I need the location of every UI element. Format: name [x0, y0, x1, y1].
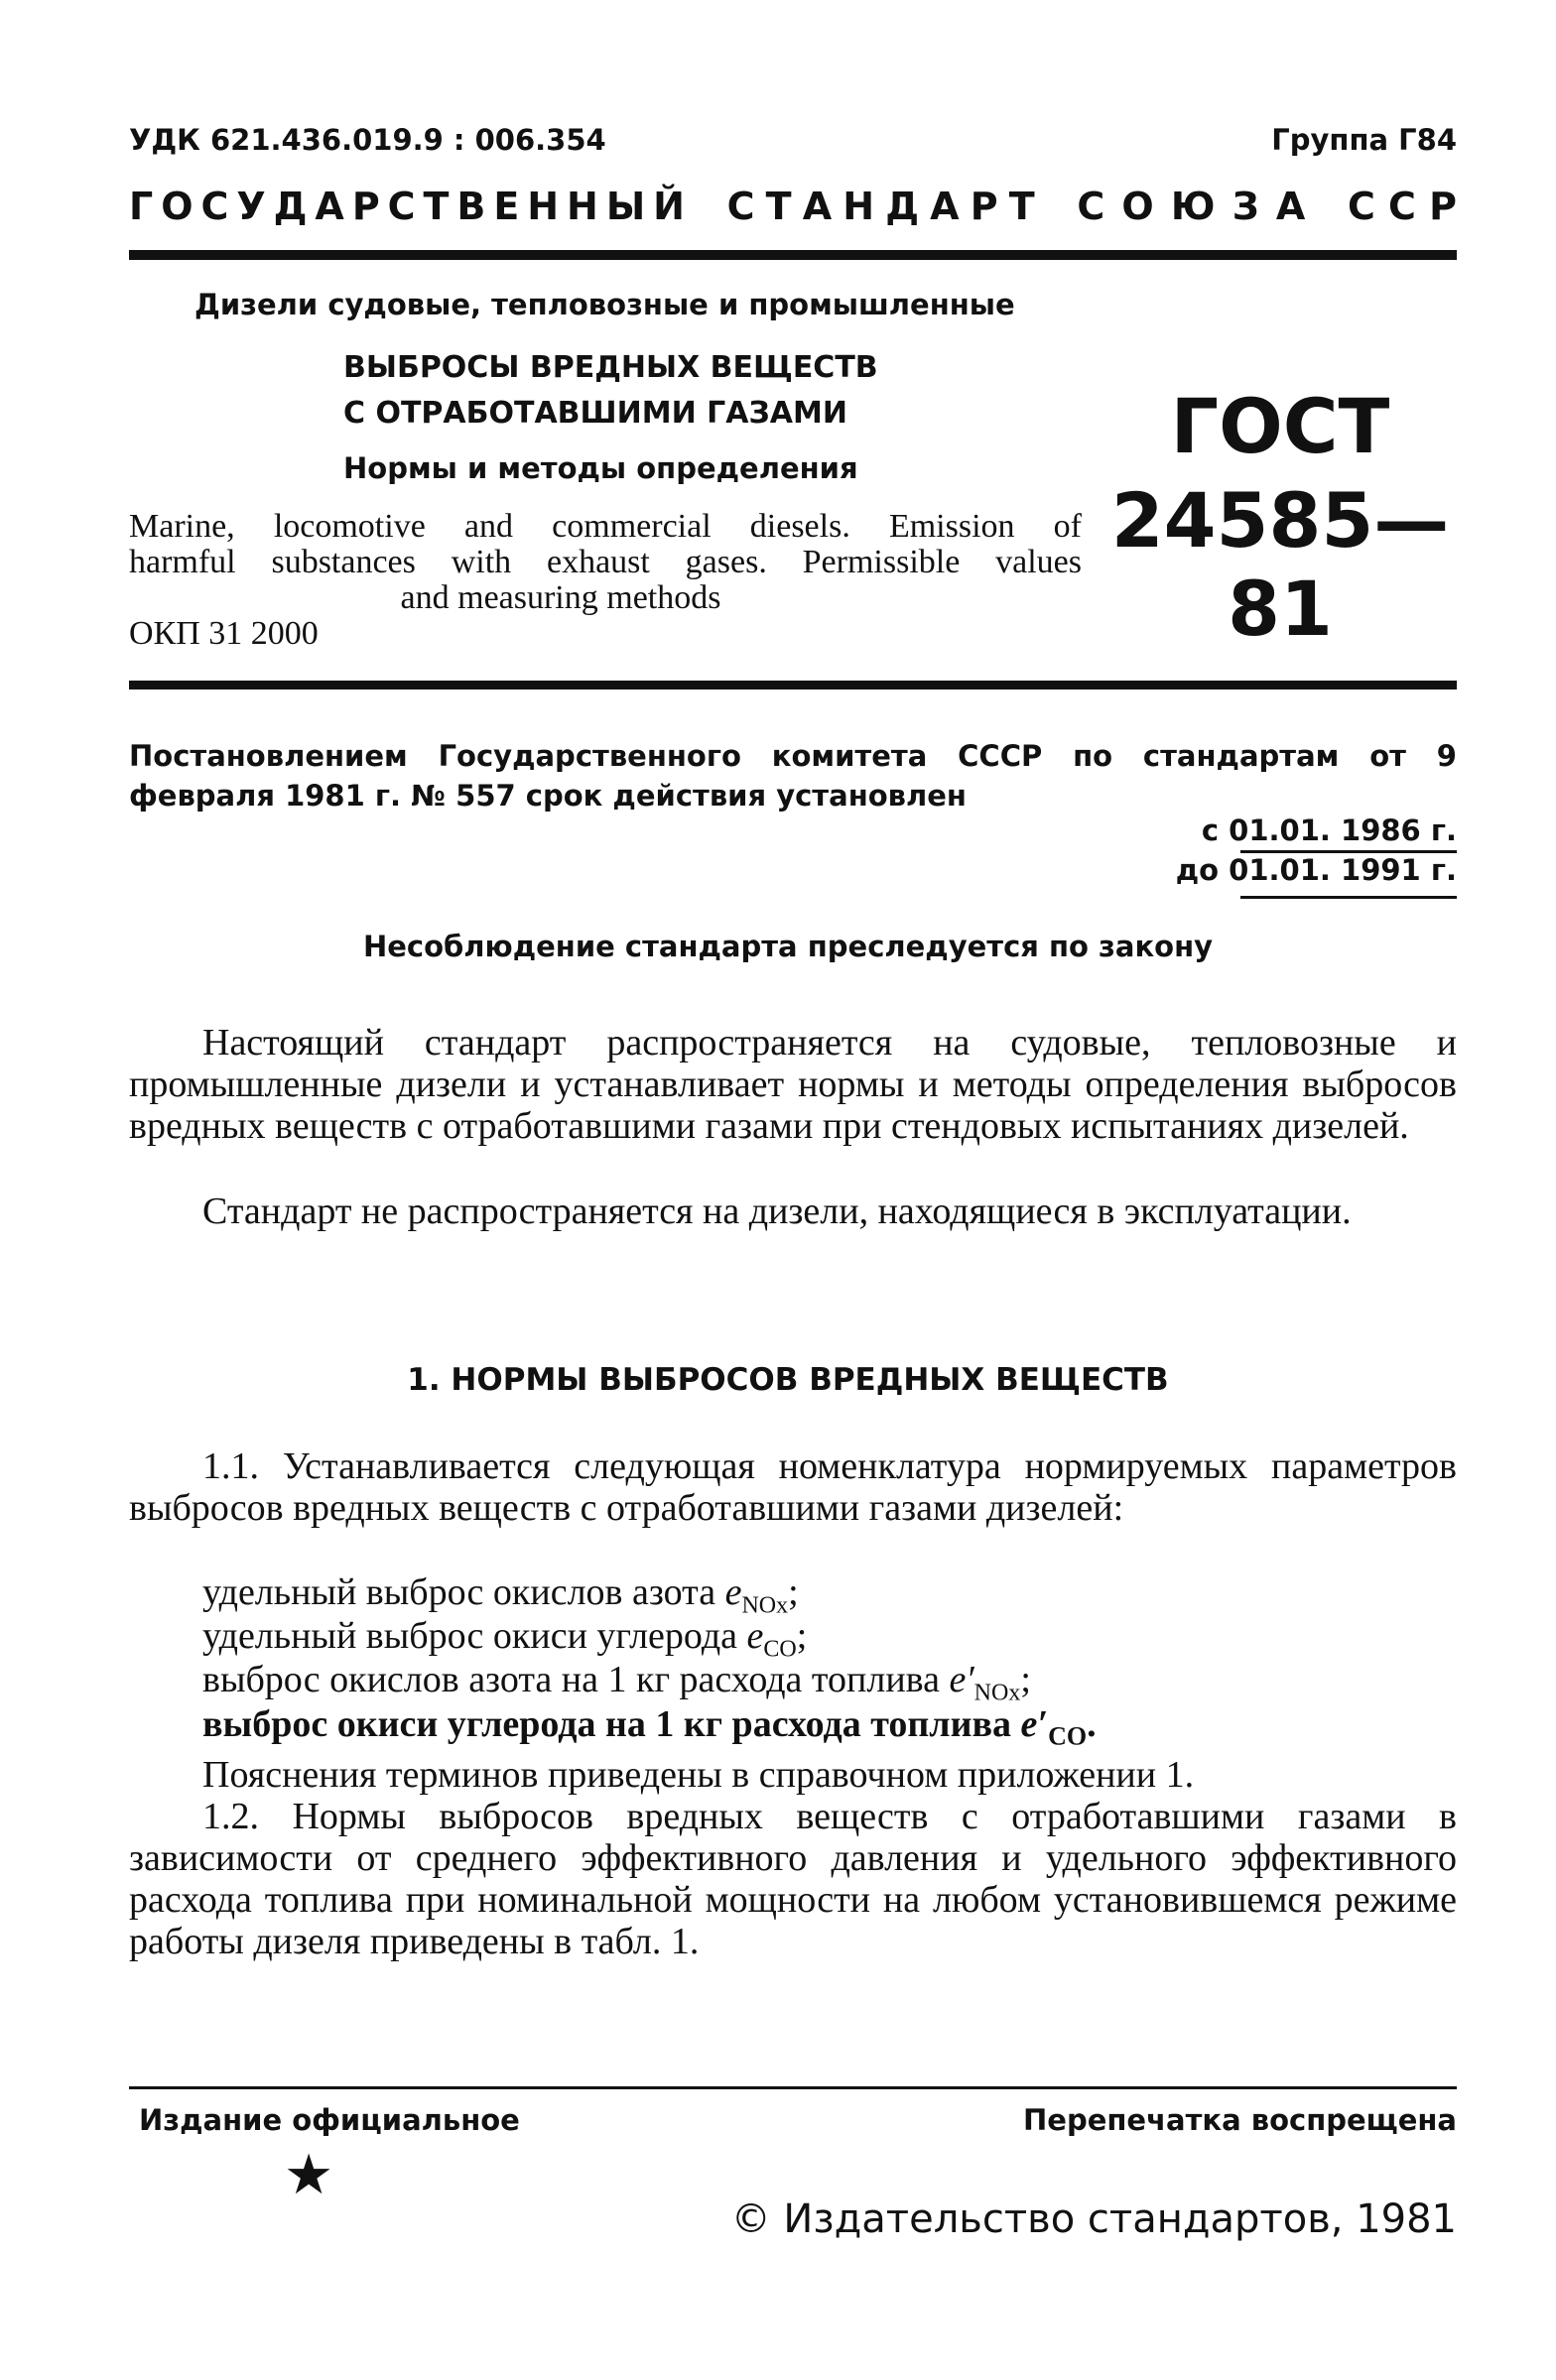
- group-code: Группа Г84: [1271, 123, 1457, 157]
- symbol: e′: [1020, 1703, 1049, 1745]
- list-item-text: удельный выброс окиси углерода: [202, 1615, 747, 1657]
- english-title: [129, 509, 1082, 616]
- paragraph-exclusion: Стандарт не распространяется на дизели, находящиеся в эксплуатации.: [202, 1190, 1352, 1232]
- gost-number: 24585—81: [1110, 476, 1450, 653]
- symbol-subscript: CO: [763, 1636, 797, 1663]
- state-standard-heading: [129, 185, 1457, 228]
- document-title-line2: С ОТРАБОТАВШИМИ ГАЗАМИ: [343, 396, 847, 431]
- reprint-notice: Перепечатка воспрещена: [1023, 2103, 1457, 2137]
- document-title: [343, 345, 878, 437]
- symbol-subscript: CO: [1048, 1721, 1088, 1751]
- copyright-notice: © Издательство стандартов, 1981: [730, 2196, 1457, 2242]
- list-item-text: выброс окислов азота на 1 кг расхода топлива: [202, 1659, 950, 1700]
- gost-label: ГОСТ: [1170, 382, 1390, 470]
- list-item-end: ;: [788, 1571, 799, 1613]
- symbol: e′: [949, 1659, 974, 1700]
- decree-text: Постановлением Государственного комитета СССР по стандартам от 9 февраля 1981 г. № 557 срок действия установлен: [129, 739, 1457, 813]
- footer-rule: [129, 2086, 1457, 2089]
- list-item: [202, 1570, 799, 1620]
- section-heading: 1. НОРМЫ ВЫБРОСОВ ВРЕДНЫХ ВЕЩЕСТВ: [407, 1362, 1169, 1398]
- paragraph-terms-note: Пояснения терминов приведены в справочном приложении 1.: [202, 1754, 1195, 1796]
- penalty-notice: Несоблюдение стандарта преследуется по закону: [362, 930, 1214, 963]
- edition-note: Издание официальное: [139, 2103, 520, 2137]
- list-item-end: ;: [796, 1615, 808, 1657]
- state-standard-word: С О Ю З А: [1077, 185, 1306, 228]
- paragraph-1-2: 1.2. Нормы выбросов вредных веществ с отработавшими газами в зависимости от среднего эффективного давления и удельного эффективного расхода топлива при номинальной мощности на любом установившемся режиме работы дизеля приведены в табл. 1.: [129, 1796, 1457, 1962]
- okp-code: ОКП 31 2000: [129, 615, 319, 652]
- symbol: e: [746, 1615, 764, 1657]
- list-item: [202, 1614, 807, 1664]
- top-rule: [129, 250, 1457, 260]
- english-title-line3: and measuring methods: [400, 579, 721, 616]
- list-item: [202, 1702, 1097, 1752]
- symbol-subscript: NOx: [741, 1592, 789, 1619]
- symbol: e: [724, 1571, 742, 1613]
- udk-code: УДК 621.436.019.9 : 006.354: [129, 123, 606, 157]
- list-item-text: удельный выброс окислов азота: [202, 1571, 725, 1613]
- state-standard-word: Г О С У Д А Р С Т В Е Н Н Ы Й: [129, 185, 685, 228]
- state-standard-word: С Т А Н Д А Р Т: [726, 185, 1035, 228]
- symbol-subscript: NOx: [973, 1680, 1021, 1706]
- state-standard-word: С С Р: [1347, 185, 1457, 228]
- effective-from: с 01.01. 1986 г.: [1201, 814, 1457, 847]
- english-title-line2: harmful substances with exhaust gases. Permissible values: [129, 544, 1082, 580]
- effective-to: до 01.01. 1991 г.: [1175, 853, 1457, 887]
- paragraph-scope: Настоящий стандарт распространяется на судовые, тепловозные и промышленные дизели и устанавливает нормы и методы определения выбросов вредных веществ с отработавшими газами при стендовых испытаниях дизелей.: [129, 1022, 1457, 1147]
- list-item: [202, 1658, 1031, 1707]
- date-underline: [1240, 896, 1457, 899]
- document-title-line1: ВЫБРОСЫ ВРЕДНЫХ ВЕЩЕСТВ: [343, 350, 878, 385]
- list-item-text: выброс окиси углерода на 1 кг расхода топлива: [202, 1703, 1021, 1745]
- list-item-end: ;: [1020, 1659, 1031, 1700]
- paragraph-1-1: 1.1. Устанавливается следующая номенклатура нормируемых параметров выбросов вредных веществ с отработавшими газами дизелей:: [129, 1445, 1457, 1529]
- list-item-end: .: [1087, 1703, 1097, 1745]
- document-subtitle: Нормы и методы определения: [343, 451, 858, 485]
- middle-rule: [129, 681, 1457, 689]
- star-icon: ★: [284, 2143, 334, 2207]
- english-title-line1: Marine, locomotive and commercial diesels. Emission of: [129, 508, 1082, 545]
- product-category: Дизели судовые, тепловозные и промышленные: [194, 288, 1015, 321]
